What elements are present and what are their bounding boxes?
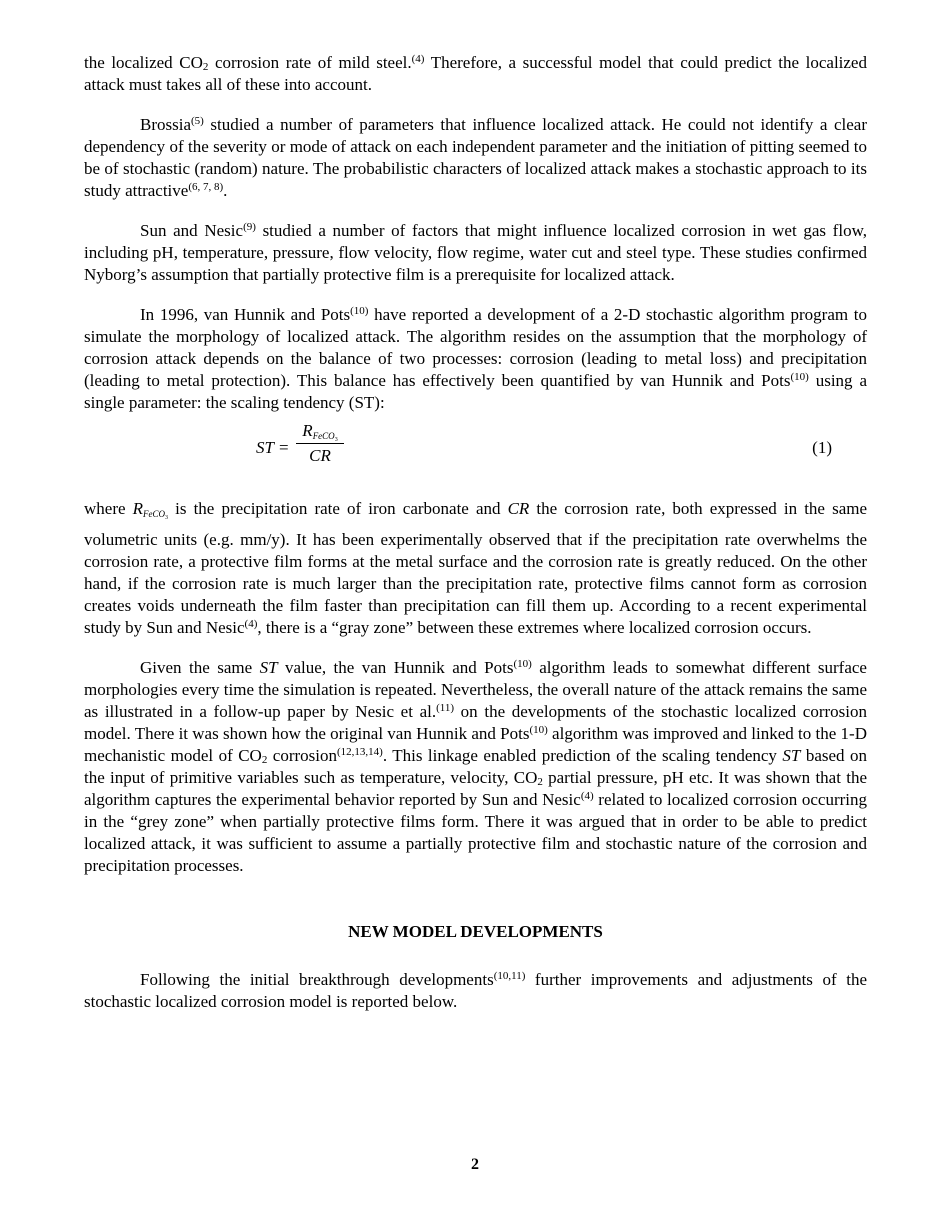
equation-lhs: ST: [256, 438, 274, 457]
paragraph-following: [84, 969, 867, 1013]
equation-equals: =: [279, 438, 289, 457]
citation-ref: (11): [436, 702, 455, 714]
text: Brossia: [140, 115, 191, 134]
text: is the precipitation rate of iron carbonate and: [168, 499, 508, 518]
inline-symbol-st: ST: [259, 658, 278, 677]
text: corrosion: [267, 746, 338, 765]
text: studied a number of parameters that influence localized attack. He could not identify a clear dependency of the severity or mode of attack on each independent parameter and the initiation of pitting seemed to be of stochastic (random) nature. The probabilistic characters of localized attack makes a stochastic approach to its study attractive: [84, 115, 867, 200]
subscript: 2: [537, 776, 543, 788]
text: Therefore, a successful model that could predict the localized attack must takes all of these into account.: [84, 53, 867, 94]
symbol: R: [132, 499, 144, 518]
equation-fraction: [296, 420, 344, 467]
text: the corrosion rate, both expressed in the same volumetric units (e.g. mm/y). It has been experimentally observed that if the precipitation rate overwhelms the corrosion rate, a protective film forms at the metal surface and the corrosion rate is greatly reduced. On the other hand, if the corrosion rate is much larger than the precipitation rate, protective films cannot form as corrosion creates voids underneath the film faster than precipitation can fill them up. According to a recent experimental study by Sun and Nesic: [84, 499, 868, 637]
subscript: 2: [261, 754, 268, 766]
symbol-subsubscript: 3: [165, 515, 169, 521]
text: where: [84, 499, 133, 518]
equation-denominator: CR: [309, 446, 331, 465]
numerator-symbol: R: [302, 421, 313, 440]
inline-symbol-r-feco3: [132, 499, 169, 521]
text: In 1996, van Hunnik and Pots: [140, 305, 351, 324]
equation-number: (1): [812, 438, 832, 457]
text: Sun and Nesic: [140, 221, 244, 240]
symbol-subscript: FeCO: [143, 509, 166, 519]
fraction-bar: [296, 443, 344, 444]
text: on the developments of the stochastic localized corrosion model. There it was shown how the original van Hunnik and Pots: [84, 702, 867, 743]
text: further improvements and adjustments of the stochastic localized corrosion model is reported below.: [84, 970, 868, 1011]
citation-ref: (6, 7, 8): [188, 181, 224, 193]
text: algorithm leads to somewhat different surface morphologies every time the simulation is repeated. Nevertheless, the overall nature of the attack remains the same as illustrated in a follow-up paper by Nesic et al.: [84, 658, 867, 721]
citation-ref: (4): [411, 53, 425, 65]
text: related to localized corrosion occurring in the “grey zone” when partially protective films form. There it was argued that in order to be able to predict localized attack, it was sufficient to assume a partially protective film and stochastic nature of the corrosion and precipitation processes.: [84, 790, 867, 875]
page-number: 2: [471, 1156, 479, 1173]
citation-ref: (4): [580, 790, 594, 802]
equation-1: [84, 420, 867, 482]
inline-symbol-cr: CR: [507, 499, 530, 518]
equation-numerator: [296, 420, 344, 442]
numerator-subscript: FeCO: [312, 431, 335, 441]
text: , there is a “gray zone” between these extremes where localized corrosion occurs.: [257, 618, 812, 637]
paragraph-van-hunnik: [84, 304, 867, 414]
text: . This linkage enabled prediction of the scaling tendency: [382, 746, 783, 765]
paragraph-sun-nesic: [84, 220, 867, 286]
text: based on the input of primitive variables such as temperature, velocity, CO: [84, 746, 867, 787]
text: the localized CO: [84, 53, 203, 72]
subscript: 2: [202, 61, 209, 73]
paragraph-given-st: [84, 657, 867, 877]
numerator-subsubscript: 3: [334, 437, 338, 443]
text: using a single parameter: the scaling tendency (ST):: [84, 371, 867, 412]
citation-ref: (10): [790, 371, 809, 383]
text: Given the same: [140, 658, 260, 677]
inline-symbol-st: ST: [782, 746, 801, 765]
citation-ref: (9): [243, 221, 256, 233]
paragraph-brossia: [84, 114, 867, 202]
text: studied a number of factors that might influence localized corrosion in wet gas flow, including pH, temperature, pressure, flow velocity, flow regime, water cut and steel type. These studies confirmed Nyborg’s assumption that partially protective film is a prerequisite for localized attack.: [84, 221, 867, 284]
text: corrosion rate of mild steel.: [208, 53, 412, 72]
text: partial pressure, pH etc. It was shown that the algorithm captures the experimental behavior reported by Sun and Nesic: [84, 768, 867, 809]
text: algorithm was improved and linked to the 1-D mechanistic model of CO: [84, 724, 867, 765]
paragraph-intro-continuation: [84, 52, 867, 96]
section-heading: NEW MODEL DEVELOPMENTS: [348, 922, 603, 941]
citation-ref: (5): [191, 115, 204, 127]
citation-ref: (10): [513, 658, 532, 670]
paragraph-where: [84, 498, 867, 639]
text: have reported a development of a 2-D stochastic algorithm program to simulate the morphology of localized attack. The algorithm resides on the assumption that the morphology of corrosion attack depends on the balance of two processes: corrosion (leading to metal loss) and precipitation (leading to metal protection). This balance has effectively been quantified by van Hunnik and Pots: [84, 305, 867, 390]
page-content: [84, 52, 867, 1031]
citation-ref: (12,13,14): [337, 746, 383, 758]
citation-ref: (10): [529, 724, 548, 736]
text: value, the van Hunnik and Pots: [277, 658, 514, 677]
text: .: [223, 181, 228, 200]
citation-ref: (10): [350, 305, 369, 317]
citation-ref: (4): [244, 618, 258, 630]
text: Following the initial breakthrough developments: [140, 970, 494, 989]
citation-ref: (10,11): [493, 970, 526, 982]
